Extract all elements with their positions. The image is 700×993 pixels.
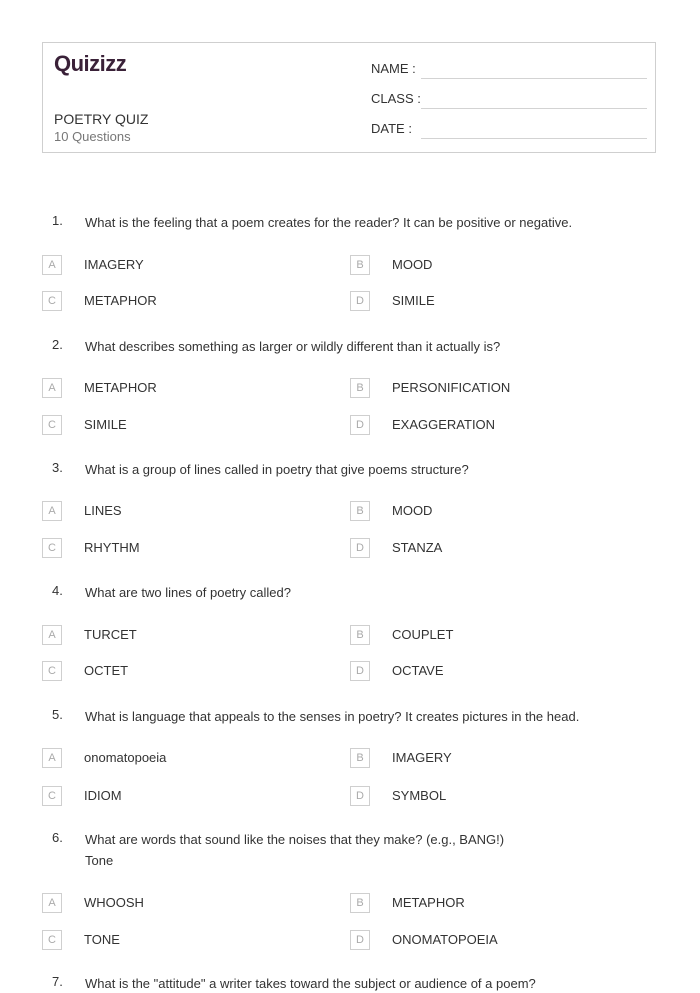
option-text: IMAGERY (84, 257, 144, 272)
option-letter-box: D (350, 786, 370, 806)
quiz-title: POETRY QUIZ (54, 111, 149, 127)
question-text: What are two lines of poetry called? (85, 585, 291, 600)
option-letter-box: B (350, 378, 370, 398)
option-text: SYMBOL (392, 788, 447, 803)
question-count: 10 Questions (54, 129, 131, 144)
question-number: 1. (52, 213, 63, 228)
option-text: STANZA (392, 540, 443, 555)
option-text: MOOD (392, 503, 433, 518)
option-letter-box: A (42, 625, 62, 645)
option-text: COUPLET (392, 627, 454, 642)
option-letter-box: B (350, 748, 370, 768)
option-letter-box: B (350, 501, 370, 521)
option-letter-box: C (42, 661, 62, 681)
worksheet-header (42, 42, 656, 153)
option-letter-box: B (350, 893, 370, 913)
date-line[interactable] (421, 138, 647, 139)
option-letter-box: A (42, 378, 62, 398)
option-letter-box: D (350, 291, 370, 311)
option-letter-box: C (42, 291, 62, 311)
option-letter-box: D (350, 538, 370, 558)
option-letter-box: D (350, 930, 370, 950)
option-letter-box: C (42, 786, 62, 806)
option-text: WHOOSH (84, 895, 144, 910)
question-number: 5. (52, 707, 63, 722)
option-text: METAPHOR (84, 380, 157, 395)
date-field[interactable] (371, 121, 647, 141)
option-text: onomatopoeia (84, 750, 167, 765)
option-letter-box: C (42, 415, 62, 435)
option-text: METAPHOR (392, 895, 465, 910)
option-letter-box: A (42, 501, 62, 521)
option-text: SIMILE (84, 417, 127, 432)
option-text: OCTAVE (392, 663, 444, 678)
option-letter-box: D (350, 415, 370, 435)
class-field[interactable] (371, 91, 647, 111)
question-text: What is language that appeals to the senses in poetry? It creates pictures in the head. (85, 709, 580, 724)
question-text-line-2: Tone (85, 853, 114, 868)
class-label: CLASS : (371, 91, 421, 106)
option-text: IMAGERY (392, 750, 452, 765)
question-text: What is the "attitude" a writer takes toward the subject or audience of a poem? (85, 976, 536, 991)
question-number: 2. (52, 337, 63, 352)
question-number: 4. (52, 583, 63, 598)
option-text: MOOD (392, 257, 433, 272)
option-letter-box: D (350, 661, 370, 681)
name-line[interactable] (421, 78, 647, 79)
option-letter-box: B (350, 255, 370, 275)
option-text: TURCET (84, 627, 137, 642)
question-number: 6. (52, 830, 63, 845)
option-letter-box: A (42, 893, 62, 913)
option-text: OCTET (84, 663, 129, 678)
option-letter-box: C (42, 538, 62, 558)
quizizz-logo: Quizizz (54, 51, 127, 76)
option-letter-box: C (42, 930, 62, 950)
question-number: 3. (52, 460, 63, 475)
option-text: EXAGGERATION (392, 417, 496, 432)
question-text: What is the feeling that a poem creates for the reader? It can be positive or negative. (85, 215, 573, 230)
option-text: TONE (84, 932, 120, 947)
date-label: DATE : (371, 121, 412, 136)
option-letter-box: B (350, 625, 370, 645)
class-line[interactable] (421, 108, 647, 109)
option-text: SIMILE (392, 293, 435, 308)
name-field[interactable] (371, 61, 647, 81)
name-label: NAME : (371, 61, 416, 76)
option-text: RHYTHM (84, 540, 140, 555)
option-text: LINES (84, 503, 122, 518)
question-number: 7. (52, 974, 63, 989)
option-text: IDIOM (84, 788, 122, 803)
question-text: What are words that sound like the noises that they make? (e.g., BANG!) (85, 832, 505, 847)
option-letter-box: A (42, 748, 62, 768)
question-text: What is a group of lines called in poetry that give poems structure? (85, 462, 469, 477)
question-text: What describes something as larger or wildly different than it actually is? (85, 339, 501, 354)
option-text: PERSONIFICATION (392, 380, 511, 395)
option-letter-box: A (42, 255, 62, 275)
option-text: ONOMATOPOEIA (392, 932, 498, 947)
option-text: METAPHOR (84, 293, 157, 308)
